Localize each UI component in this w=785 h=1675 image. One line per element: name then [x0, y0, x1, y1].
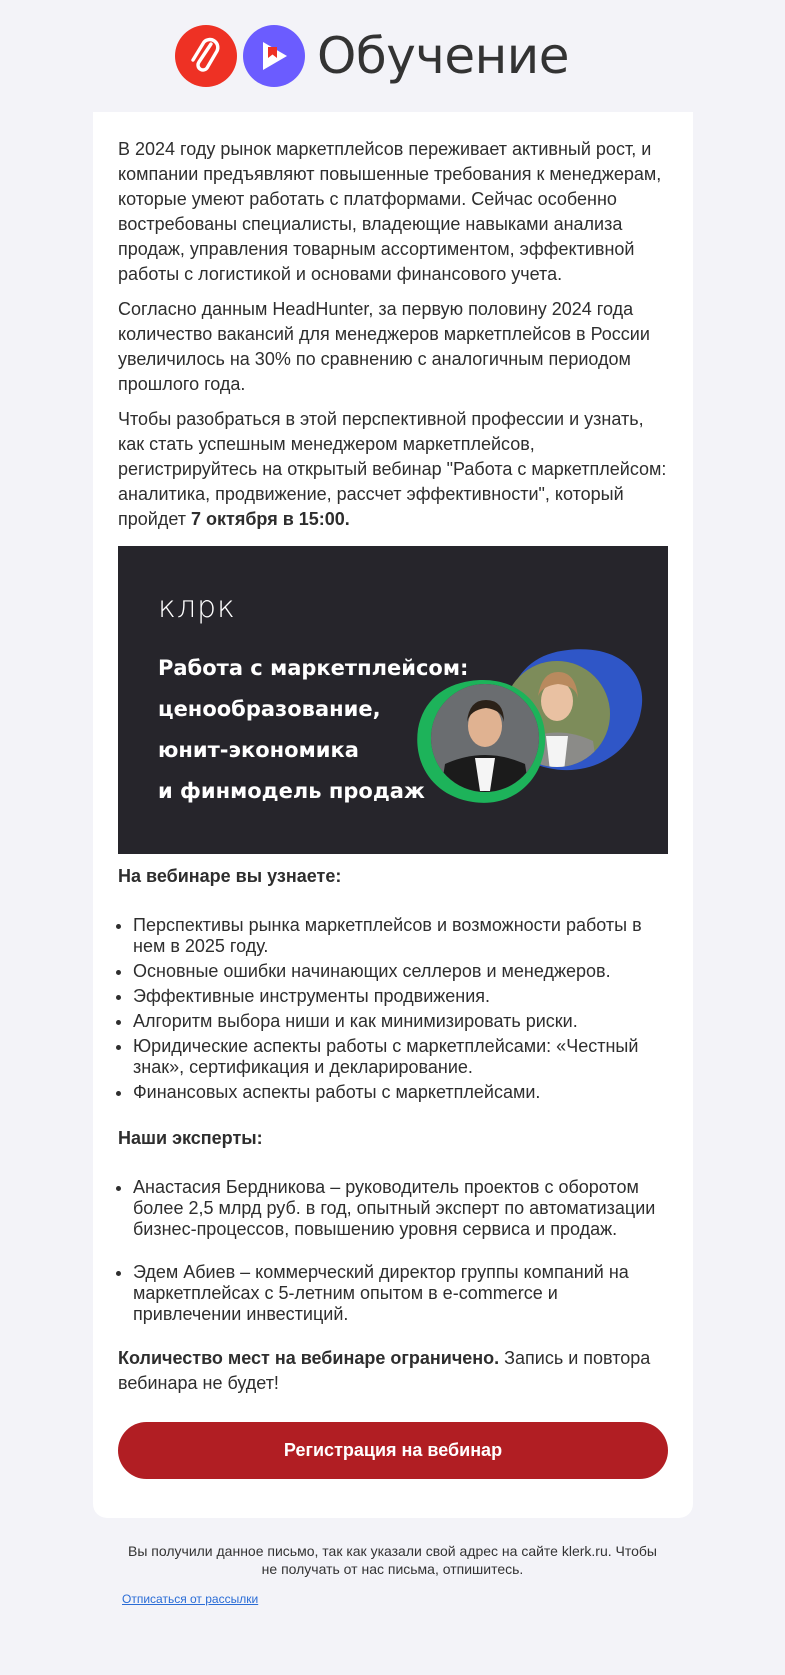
email-card [93, 112, 693, 1518]
banner-title-line: и финмодель продаж [158, 779, 425, 803]
webinar-banner[interactable] [118, 546, 668, 854]
list-item: • Эффективные инструменты продвижения. [133, 986, 668, 1007]
learn-list [118, 915, 668, 1103]
learn-section [118, 866, 668, 1107]
intro-section [118, 137, 668, 532]
list-item: • Алгоритм выбора ниши и как минимизировать риски. [133, 1011, 668, 1032]
list-item: • Юридические аспекты работы с маркетплейсами: «Честный знак», сертификация и декларирование. [133, 1036, 668, 1078]
logo-text: Обучение [317, 27, 570, 85]
play-bookmark-icon [243, 25, 305, 87]
intro-paragraph-2: Согласно данным HeadHunter, за первую половину 2024 года количество вакансий для менеджеров маркетплейсов в России увеличилось на 30% по сравнению с аналогичным периодом прошлого года. [118, 299, 650, 394]
expert-photos [118, 546, 668, 854]
intro-paragraph-3-text: Чтобы разобраться в этой перспективной профессии и узнать, как стать успешным менеджером маркетплейсов, регистрируйтесь на открытый вебинар "Работа с маркетплейсом: аналитика, продвижение, рассчет эффективности", который пройдет [118, 409, 667, 529]
banner-title-line: ценообразование, [158, 697, 381, 721]
limited-bold: Количество мест на вебинаре ограничено. [118, 1348, 500, 1368]
banner-title-line: Работа с маркетплейсом: [158, 656, 469, 680]
banner-title-line: юнит-экономика [158, 738, 359, 762]
header [0, 0, 785, 112]
intro-paragraph-3 [118, 407, 668, 532]
klerk-logo-text: кл⁠рк [158, 590, 236, 625]
unsubscribe-link[interactable]: Отписаться от рассылки [122, 1592, 259, 1606]
experts-heading: Наши эксперты: [118, 1128, 263, 1148]
limited-rest: Запись и повтора вебинара не будет! [118, 1348, 651, 1393]
register-button[interactable]: Регистрация на вебинар [118, 1422, 668, 1479]
limited-section [118, 1346, 668, 1396]
webinar-date: 7 октября в 15:00. [190, 509, 350, 529]
limited-text [118, 1346, 668, 1396]
experts-list [118, 1177, 668, 1325]
experts-section [118, 1128, 668, 1347]
paperclip-icon [175, 25, 237, 87]
list-item: • Финансовых аспекты работы с маркетплейсами. [133, 1082, 668, 1103]
learn-heading: На вебинаре вы узнаете: [118, 866, 342, 886]
list-item: • Эдем Абиев – коммерческий директор группы компаний на маркетплейсах с 5-летним опытом в e-commerce и привлечении инвестиций. [133, 1262, 668, 1325]
list-item: • Перспективы рынка маркетплейсов и возможности работы в нем в 2025 году. [133, 915, 668, 957]
list-item: • Анастасия Бердникова – руководитель проектов с оборотом более 2,5 млрд руб. в год, опытный эксперт по автоматизации бизнес-процессов, повышению уровня сервиса и продаж. [133, 1177, 668, 1240]
brand-logo[interactable] [175, 25, 569, 87]
intro-paragraph-1: В 2024 году рынок маркетплейсов переживает активный рост, и компании предъявляют повышенные требования к менеджерам, которые умеют работать с платформами. Сейчас особенно востребованы специалисты, владеющие навыками анализа продаж, управления товарным ассортиментом, эффективной работы с логистикой и основами финансового учета. [118, 139, 662, 284]
list-item: • Основные ошибки начинающих селлеров и менеджеров. [133, 961, 668, 982]
footer-note: Вы получили данное письмо, так как указали свой адрес на сайте klerk.ru. Чтобы не получать от нас письма, отпишитесь. [128, 1543, 657, 1577]
